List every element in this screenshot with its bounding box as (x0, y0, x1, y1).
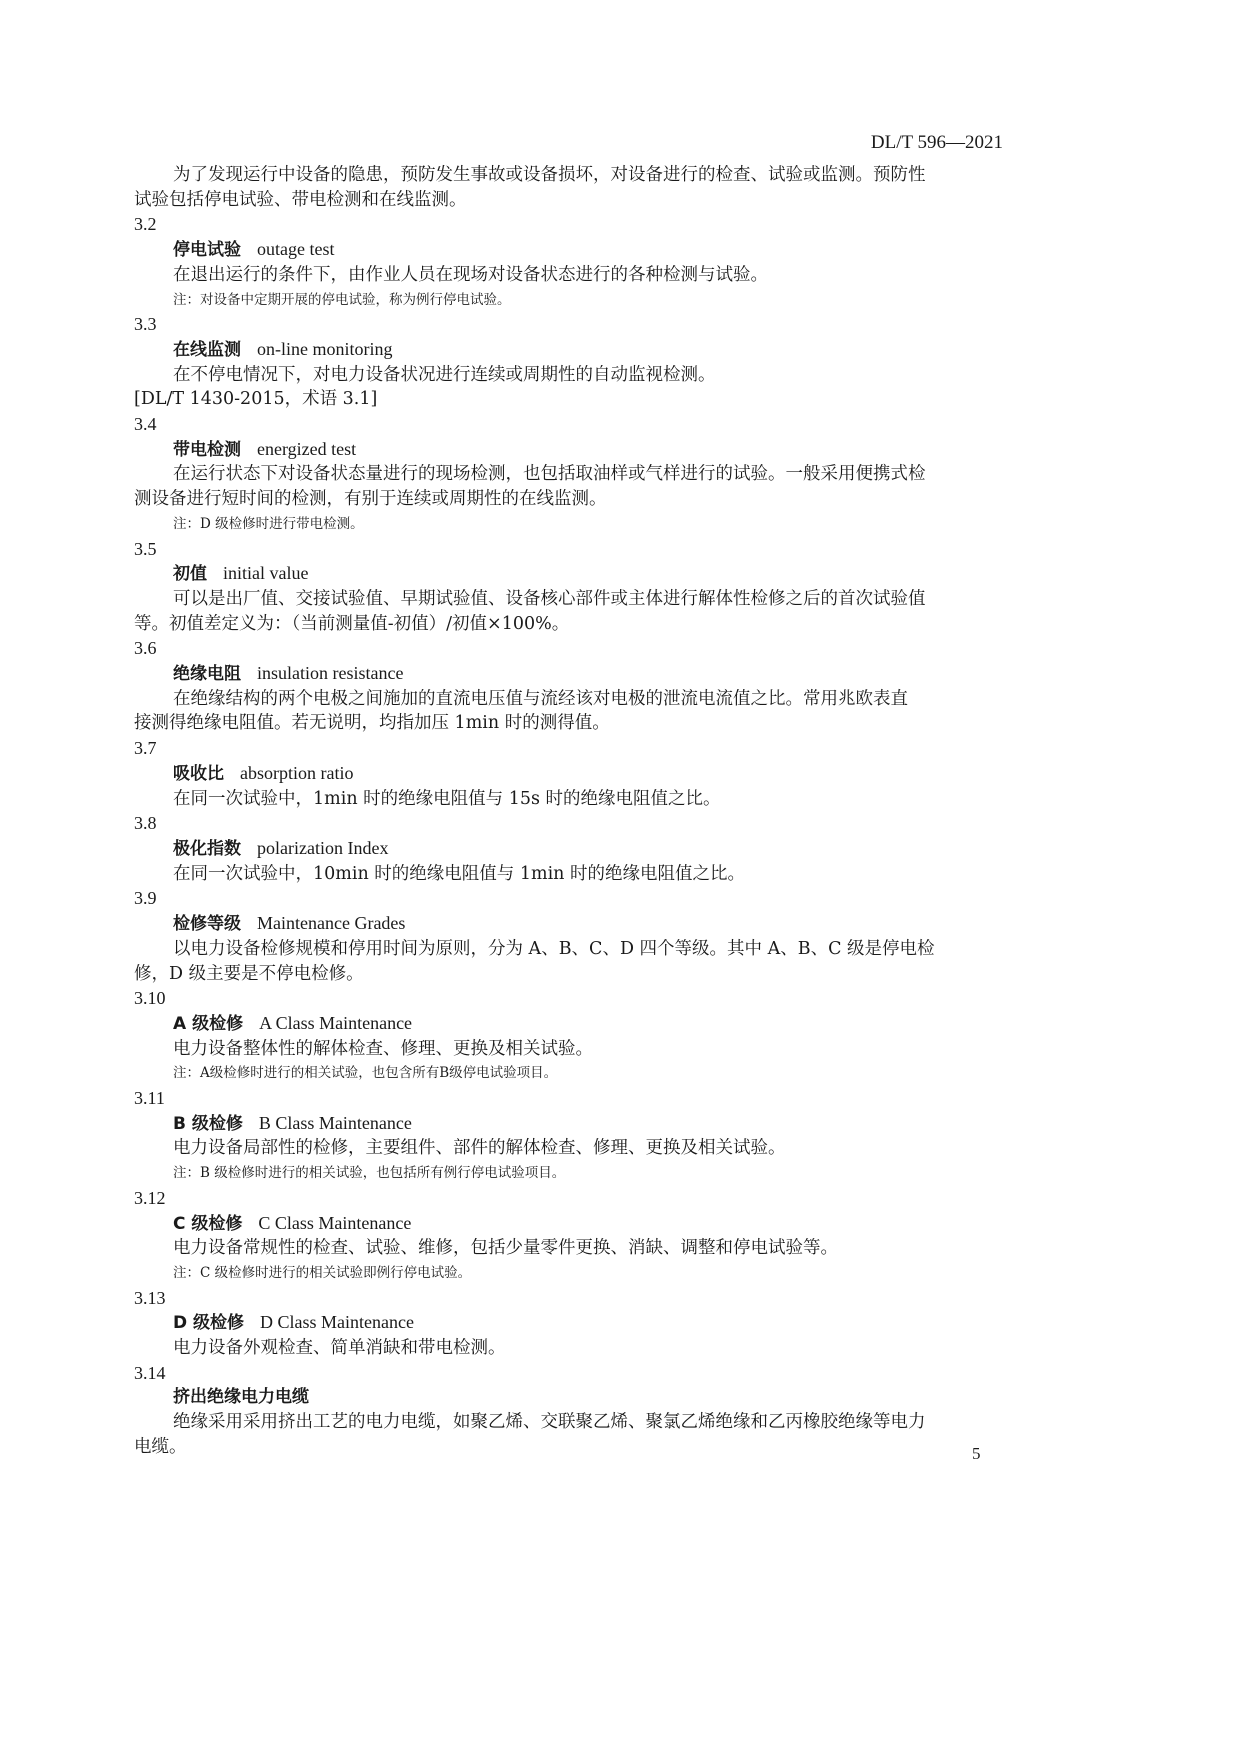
term-entry (134, 1286, 1004, 1361)
term-name-en: B Class Maintenance (258, 1112, 412, 1133)
standard-code: DL/T 596—2021 (870, 132, 1003, 153)
term-number: 3.14 (134, 1362, 166, 1383)
term-entry (134, 1186, 1004, 1286)
term-number: 3.9 (134, 888, 157, 909)
term-number: 3.3 (134, 314, 157, 335)
term-number: 3.6 (134, 638, 157, 659)
text-line: 为了发现运行中设备的隐患，预防发生事故或设备损坏，对设备进行的检查、试验或监测。预防性 (173, 165, 926, 185)
term-name-zh: 检修等级 (173, 914, 241, 935)
term-number: 3.13 (134, 1287, 166, 1308)
definition-line: 修，D 级主要是不停电检修。 (134, 963, 364, 984)
term-name-zh: B 级检修 (173, 1113, 243, 1134)
term-entry (134, 1361, 1004, 1460)
term-entry (134, 412, 1004, 537)
definition-line: 电力设备外观检查、简单消缺和带电检测。 (173, 1338, 506, 1359)
term-heading (134, 1211, 1004, 1237)
definition-line: 测设备进行短时间的检测，有别于连续或周期性的在线监测。 (134, 489, 607, 510)
term-note: 注：对设备中定期开展的停电试验，称为例行停电试验。 (173, 291, 511, 308)
term-entry (134, 811, 1004, 886)
term-heading (134, 237, 1004, 263)
definition-line: 电力设备局部性的检修，主要组件、部件的解体检查、修理、更换及相关试验。 (173, 1138, 786, 1159)
term-number: 3.4 (134, 414, 157, 435)
definition-line: 在绝缘结构的两个电极之间施加的直流电压值与流经该对电极的泄流电流值之比。常用兆欧表直 (173, 688, 908, 709)
term-name-en: D Class Maintenance (260, 1312, 414, 1333)
definition-line: 在运行状态下对设备状态量进行的现场检测，也包括取油样或气样进行的试验。一般采用便携式检 (173, 464, 926, 485)
definition-line: 在同一次试验中，10min 时的绝缘电阻值与 1min 时的绝缘电阻值之比。 (173, 863, 746, 884)
term-heading (134, 1111, 1004, 1137)
term-name-zh: 极化指数 (173, 838, 241, 859)
text-line: 试验包括停电试验、带电检测和在线监测。 (134, 189, 467, 210)
definition-line: 可以是出厂值、交接试验值、早期试验值、设备核心部件或主体进行解体性检修之后的首次试验值 (173, 588, 926, 609)
term-name-en: initial value (223, 563, 309, 584)
term-number: 3.2 (134, 214, 157, 235)
term-number: 3.11 (134, 1088, 165, 1109)
term-entry (134, 212, 1004, 312)
definition-line: 在退出运行的条件下，由作业人员在现场对设备状态进行的各种检测与试验。 (173, 264, 768, 285)
term-heading (134, 337, 1004, 363)
term-name-zh: 吸收比 (173, 763, 224, 784)
term-name-zh: A 级检修 (173, 1013, 244, 1034)
term-name-en: C Class Maintenance (258, 1212, 412, 1233)
term-heading (134, 1011, 1004, 1037)
term-entry (134, 986, 1004, 1086)
term-heading (134, 661, 1004, 687)
term-entry (134, 886, 1004, 986)
term-number: 3.10 (134, 988, 166, 1009)
definition-line: 电力设备整体性的解体检查、修理、更换及相关试验。 (173, 1038, 593, 1059)
term-name-zh: C 级检修 (173, 1213, 243, 1234)
term-name-en: on-line monitoring (257, 338, 393, 359)
intro-paragraph (134, 163, 1004, 188)
term-name-zh: 带电检测 (173, 439, 241, 460)
definition-line: 绝缘采用采用挤出工艺的电力电缆，如聚乙烯、交联聚乙烯、聚氯乙烯绝缘和乙丙橡胶绝缘等电力 (173, 1412, 926, 1433)
term-list (134, 212, 1004, 1459)
term-name-en: polarization Index (257, 837, 389, 858)
definition-line: 接测得绝缘电阻值。若无说明，均指加压 1min 时的测得值。 (134, 713, 610, 734)
term-name-zh: 绝缘电阻 (173, 664, 241, 685)
term-heading (134, 836, 1004, 862)
term-name-en: insulation resistance (257, 663, 404, 684)
page-number: 5 (972, 1444, 981, 1463)
page-content (134, 163, 1004, 1460)
term-number: 3.7 (134, 738, 157, 759)
term-entry (134, 312, 1004, 412)
term-heading (134, 437, 1004, 463)
definition-line: 在同一次试验中，1min 时的绝缘电阻值与 15s 时的绝缘电阻值之比。 (173, 788, 721, 809)
term-heading (134, 561, 1004, 587)
term-heading (134, 1310, 1004, 1336)
definition-line: [DL/T 1430-2015，术语 3.1] (134, 389, 378, 410)
term-note: 注：C 级检修时进行的相关试验即例行停电试验。 (173, 1264, 472, 1281)
definition-line: 电缆。 (134, 1436, 187, 1457)
term-entry (134, 537, 1004, 637)
term-entry (134, 636, 1004, 736)
term-note: 注：B 级检修时进行的相关试验，也包括所有例行停电试验项目。 (173, 1165, 566, 1182)
term-heading (134, 911, 1004, 937)
term-note: 注：D 级检修时进行带电检测。 (173, 515, 364, 532)
term-name-en: A Class Maintenance (259, 1012, 413, 1033)
term-name-en: Maintenance Grades (257, 913, 406, 934)
term-name-zh: D 级检修 (173, 1313, 245, 1334)
term-name-en: outage test (257, 239, 335, 260)
term-entry (134, 1086, 1004, 1186)
term-name-en: absorption ratio (240, 762, 354, 783)
term-entry (134, 736, 1004, 811)
term-name-zh: 挤出绝缘电力电缆 (173, 1387, 309, 1408)
term-name-en: energized test (257, 438, 357, 459)
term-name-zh: 停电试验 (173, 240, 241, 261)
term-heading (134, 761, 1004, 787)
term-name-zh: 初值 (173, 564, 207, 585)
term-name-zh: 在线监测 (173, 339, 241, 360)
definition-line: 电力设备常规性的检查、试验、维修，包括少量零件更换、消缺、调整和停电试验等。 (173, 1238, 838, 1259)
definition-line: 以电力设备检修规模和停用时间为原则，分为 A、B、C、D 四个等级。其中 A、B、C 级是停电检 (173, 938, 935, 959)
definition-line: 在不停电情况下，对电力设备状况进行连续或周期性的自动监视检测。 (173, 364, 716, 385)
definition-line: 等。初值差定义为：（当前测量值-初值）/初值×100%。 (134, 613, 570, 634)
term-heading (134, 1385, 1004, 1410)
term-note: 注：A级检修时进行的相关试验，也包含所有B级停电试验项目。 (173, 1065, 558, 1082)
term-number: 3.5 (134, 538, 157, 559)
term-number: 3.8 (134, 813, 157, 834)
term-number: 3.12 (134, 1187, 166, 1208)
